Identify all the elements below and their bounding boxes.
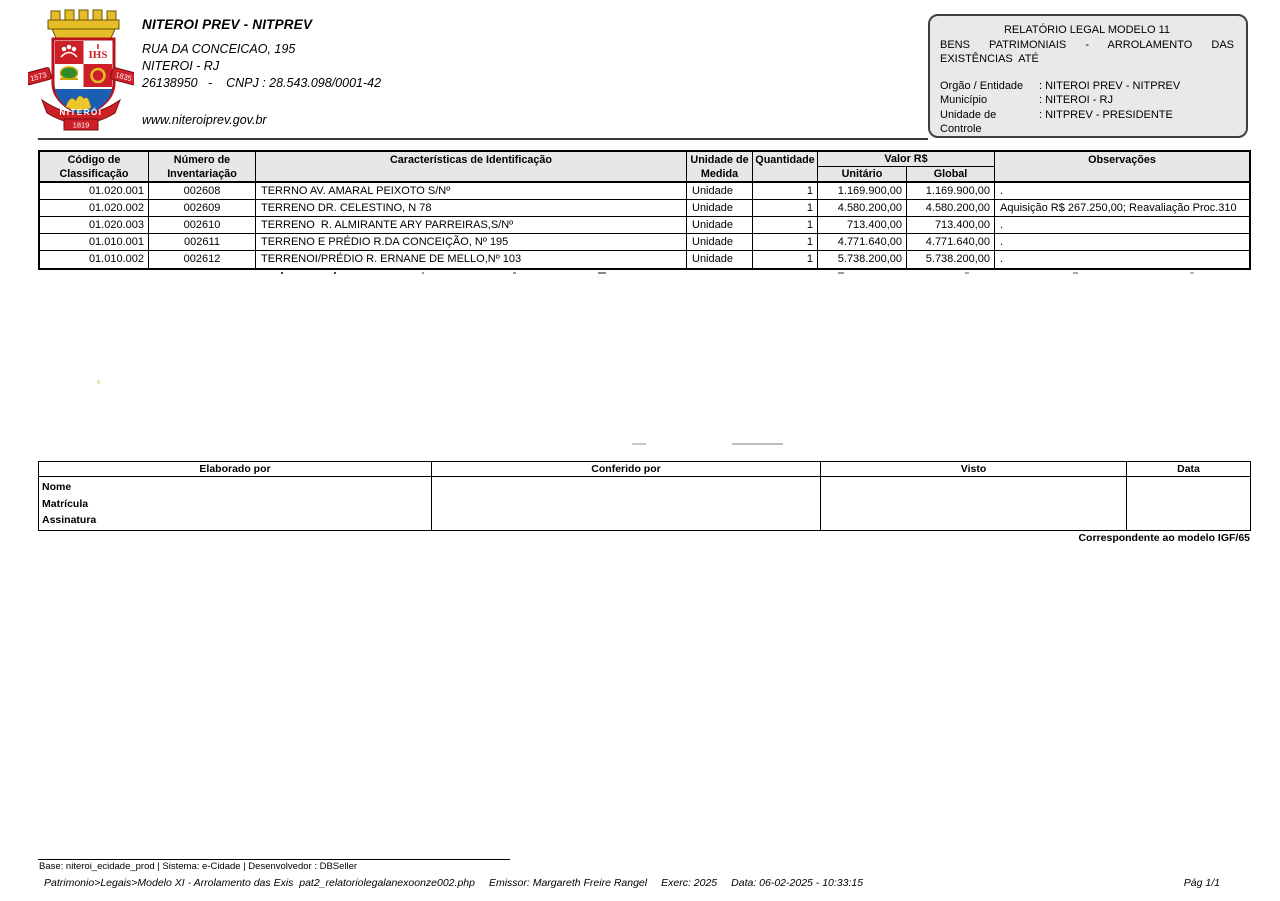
footer-page-number: Pág 1/1 — [1183, 877, 1220, 889]
cell-unit: Unidade — [687, 251, 753, 268]
report-field-unidade-controle — [940, 108, 1234, 137]
signature-table — [38, 461, 1251, 531]
cell-description: TERRENOI/PRÉDIO R. ERNANE DE MELLO,Nº 103 — [256, 251, 687, 268]
cell-observations: . — [1000, 253, 1004, 265]
cell-qty: 1 — [753, 251, 818, 268]
cell-code: 01.010.002 — [40, 251, 149, 268]
cell-observations: . — [1000, 219, 1004, 231]
org-name: NITEROI PREV - NITPREV — [142, 17, 313, 32]
signature-empty-cell-data — [1127, 477, 1250, 530]
cell-unit-value: 4.771.640,00 — [818, 234, 907, 250]
field-label: Município — [940, 94, 988, 106]
cell-global-value: 1.169.900,00 — [907, 183, 995, 199]
cell-inventory: 002611 — [149, 234, 256, 250]
cell-code: 01.010.001 — [40, 234, 149, 250]
signature-empty-cell-visto — [821, 477, 1127, 530]
header-cell-unitario: Unitário — [818, 167, 907, 182]
cell-global-value: 4.771.640,00 — [907, 234, 995, 250]
field-label: Orgão / Entidade — [940, 79, 1024, 92]
footer-divider — [38, 859, 510, 860]
cell-unit: Unidade — [687, 183, 753, 199]
cell-observations: . — [1000, 236, 1004, 248]
cell-unit: Unidade — [687, 234, 753, 250]
faded-artifact-dot — [97, 380, 100, 384]
signature-table-header — [39, 462, 1250, 477]
footer-emissor: Emissor: Margareth Freire Rangel — [488, 877, 648, 889]
footer-system-line: Base: niteroi_ecidade_prod | Sistema: e-Cidade | Desenvolvedor : DBSeller — [39, 861, 358, 872]
cell-qty: 1 — [753, 200, 818, 216]
table-row — [40, 183, 1249, 200]
signature-labels-cell — [39, 477, 432, 530]
header-cell-classification: Código de Classificação — [40, 152, 149, 182]
footer-exercise: Exerc: 2025 — [661, 877, 718, 889]
table-row — [40, 200, 1249, 217]
signature-header-conferido: Conferido por — [432, 462, 821, 476]
cell-unit-value: 4.580.200,00 — [818, 200, 907, 216]
footer-breadcrumb: Patrimonio>Legais>Modelo XI - Arrolamento das Exis pat2_relatoriolegalanexoonze002.php — [44, 877, 475, 889]
field-value: : NITEROI - RJ — [1039, 94, 1113, 106]
org-address-line1: RUA DA CONCEICAO, 195 — [142, 42, 296, 56]
header-cell-observations: Observações — [1088, 154, 1156, 166]
footer-path-line — [44, 877, 863, 889]
footer-date: Data: 06-02-2025 - 10:33:15 — [731, 877, 864, 889]
table-row — [40, 217, 1249, 234]
cell-description: TERRNO AV. AMARAL PEIXOTO S/Nº — [256, 183, 687, 199]
cell-qty: 1 — [753, 234, 818, 250]
cell-qty: 1 — [753, 217, 818, 233]
header-divider — [38, 138, 928, 140]
cell-global-value: 4.580.200,00 — [907, 200, 995, 216]
org-website-link: www.niteroiprev.gov.br — [142, 113, 267, 127]
report-subtitle-line2: EXISTÊNCIAS ATÉ — [940, 53, 1039, 65]
organization-block — [142, 17, 562, 127]
table-row — [40, 234, 1249, 251]
signature-empty-cell-conferido — [432, 477, 821, 530]
org-address-line2: NITEROI - RJ — [142, 59, 220, 73]
table-row — [40, 251, 1249, 268]
crest-year-left: 1573 — [29, 70, 48, 84]
signature-header-elaborado: Elaborado por — [39, 462, 432, 476]
faded-artifact-dash — [632, 443, 646, 445]
field-value: : NITPREV - PRESIDENTE — [1039, 108, 1173, 121]
report-info-box — [928, 14, 1248, 138]
assets-table — [38, 150, 1251, 270]
assets-table-header — [40, 152, 1249, 183]
org-registration: 26138950 - CNPJ : 28.543.098/0001-42 — [142, 76, 382, 90]
signature-header-data: Data — [1177, 463, 1200, 475]
cell-inventory: 002609 — [149, 200, 256, 216]
cell-code: 01.020.003 — [40, 217, 149, 233]
cell-description: TERRENO R. ALMIRANTE ARY PARREIRAS,S/Nº — [256, 217, 687, 233]
header-cell-quantity: Quantidade — [753, 152, 818, 182]
signature-table-body — [39, 477, 1250, 530]
report-field-entity — [940, 79, 1234, 94]
field-label: Unidade de Controle — [940, 108, 997, 135]
header-cell-inventory: Número de Inventariação — [149, 152, 256, 182]
signature-label-nome: Nome — [42, 481, 72, 494]
field-value: : NITEROI PREV - NITPREV — [1039, 79, 1181, 92]
cell-unit-value: 5.738.200,00 — [818, 251, 907, 268]
crest-year-right: 1835 — [114, 70, 133, 84]
header-cell-unit: Unidade de Medida — [687, 152, 753, 182]
cell-inventory: 002610 — [149, 217, 256, 233]
cell-unit-value: 713.400,00 — [818, 217, 907, 233]
model-note: Correspondente ao modelo IGF/65 — [1078, 532, 1250, 544]
cell-qty: 1 — [753, 183, 818, 199]
ihs-monogram: IHS — [88, 49, 108, 61]
crest-city-name: NITERÓI — [59, 108, 103, 117]
cell-unit: Unidade — [687, 217, 753, 233]
report-fields — [940, 79, 1234, 137]
signature-header-visto: Visto — [821, 462, 1127, 476]
header-cell-characteristics: Características de Identificação — [256, 152, 687, 182]
report-field-municipio — [940, 93, 1234, 108]
cell-code: 01.020.001 — [40, 183, 149, 199]
cell-observations: . — [1000, 185, 1004, 197]
header-cell-global: Global — [933, 168, 968, 180]
report-subtitle-line1: BENS PATRIMONIAIS - ARROLAMENTO DAS — [940, 38, 1234, 51]
niteroi-city-crest-logo — [28, 8, 134, 135]
signature-label-matricula: Matrícula — [42, 497, 89, 510]
cell-inventory: 002608 — [149, 183, 256, 199]
report-title: RELATÓRIO LEGAL MODELO 11 — [1003, 24, 1171, 36]
cell-observations: Aquisição R$ 267.250,00; Reavaliação Proc.310 — [1000, 202, 1237, 214]
crest-year-founded: 1819 — [72, 120, 90, 130]
header-cell-valor: Valor R$ — [818, 152, 994, 167]
faded-artifact-dash — [732, 443, 783, 445]
cell-inventory: 002612 — [149, 251, 256, 268]
cell-unit: Unidade — [687, 200, 753, 216]
cell-description: TERRENO DR. CELESTINO, N 78 — [256, 200, 687, 216]
cell-code: 01.020.002 — [40, 200, 149, 216]
cell-unit-value: 1.169.900,00 — [818, 183, 907, 199]
cell-global-value: 5.738.200,00 — [907, 251, 995, 268]
cell-global-value: 713.400,00 — [907, 217, 995, 233]
header-cell-value-group — [818, 152, 995, 182]
signature-label-assinatura: Assinatura — [42, 513, 97, 526]
cell-description: TERRENO E PRÉDIO R.DA CONCEIÇÃO, Nº 195 — [256, 234, 687, 250]
